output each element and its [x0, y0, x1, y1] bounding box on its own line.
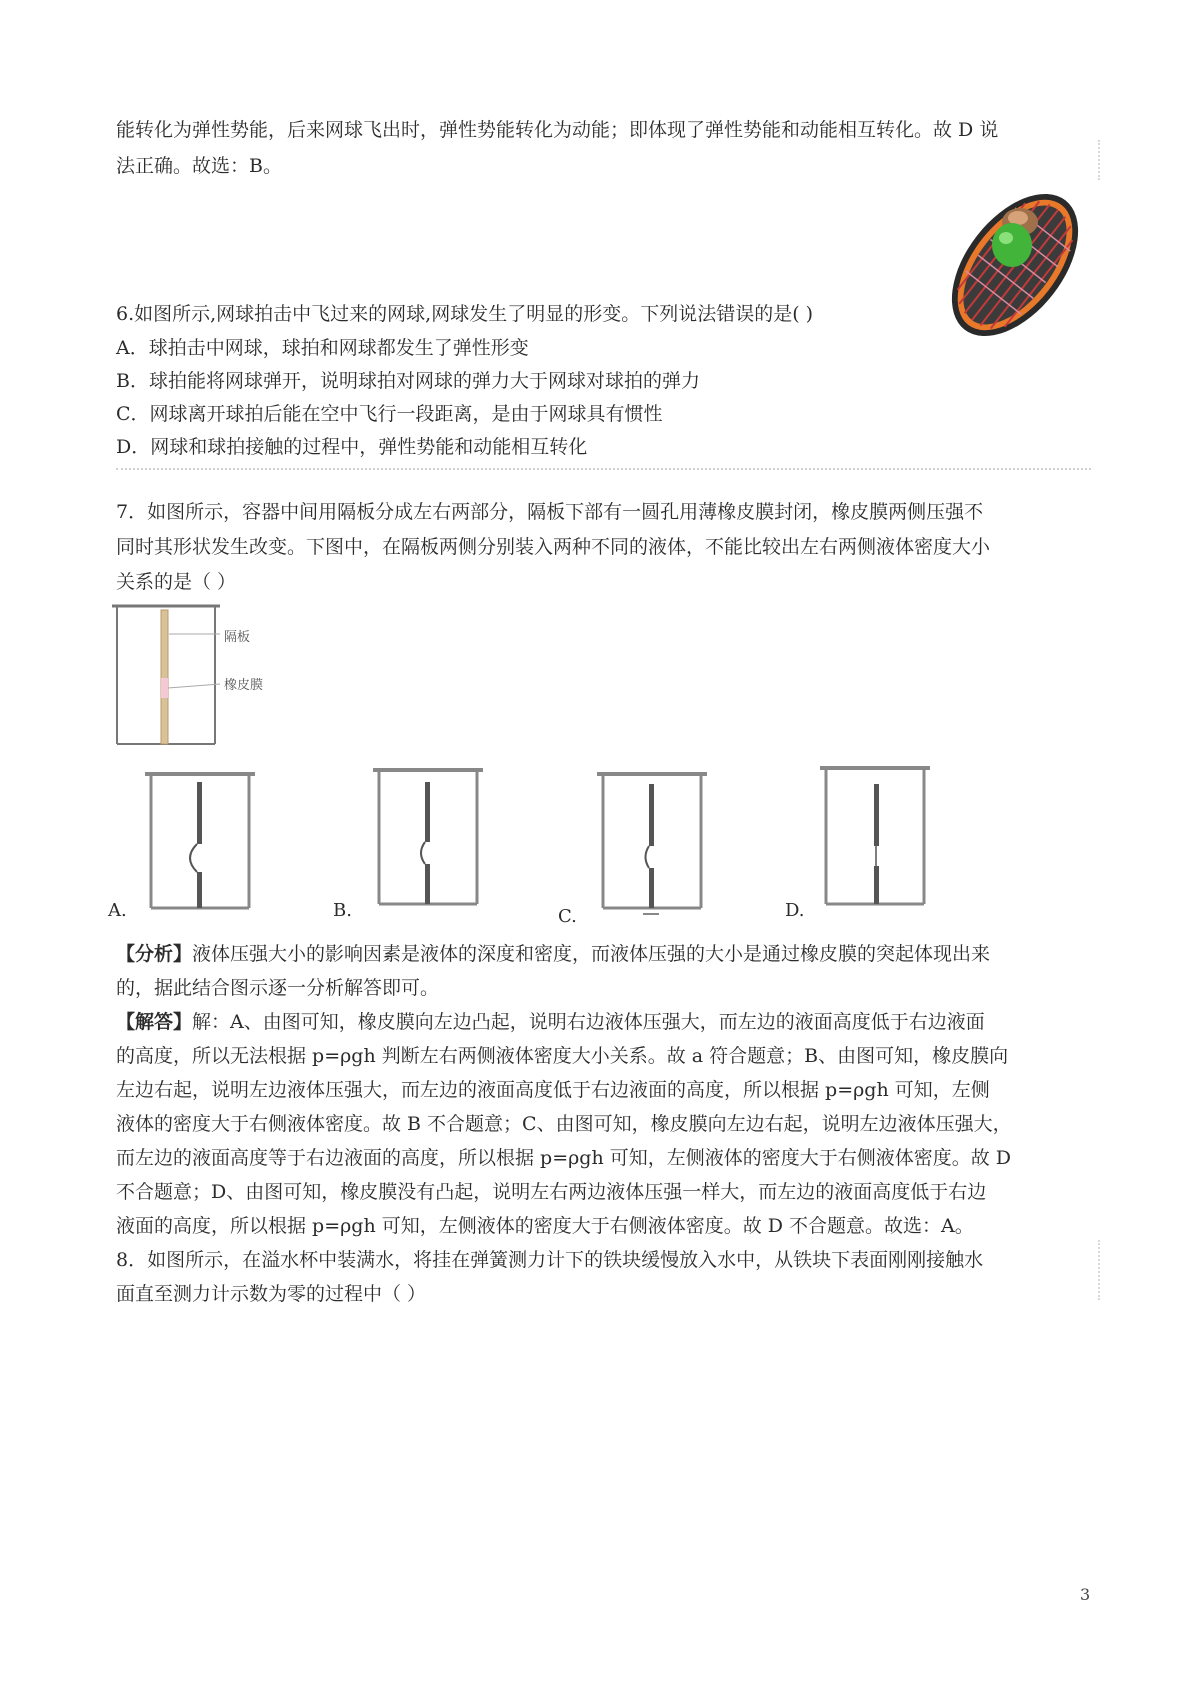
- choice-b-label: B.: [333, 900, 352, 921]
- q7-stem-line-1: 7．如图所示，容器中间用隔板分成左右两部分，隔板下部有一圆孔用薄橡皮膜封闭，橡皮膜两侧压强不: [116, 501, 984, 523]
- container-diagram: [112, 604, 292, 750]
- choice-d-diagram: [820, 766, 930, 908]
- solution-line-5: 而左边的液面高度等于右边液面的高度，所以根据 p=ρgh 可知，左侧液体的密度大于右侧液体密度。故 D: [116, 1147, 1012, 1169]
- q8-stem-line-1: 8．如图所示，在溢水杯中装满水，将挂在弹簧测力计下的铁块缓慢放入水中，从铁块下表面刚刚接触水: [116, 1249, 984, 1271]
- solution-line-6: 不合题意；D、由图可知，橡皮膜没有凸起，说明左右两边液体压强一样大，而左边的液面高度低于右边: [116, 1181, 987, 1203]
- analysis-line-2: 的，据此结合图示逐一分析解答即可。: [116, 977, 440, 999]
- analysis-text: 液体压强大小的影响因素是液体的深度和密度，而液体压强的大小是通过橡皮膜的突起体现出来: [192, 943, 991, 965]
- q8-stem-line-2: 面直至测力计示数为零的过程中（ ）: [116, 1283, 427, 1305]
- q6-option-c: C．网球离开球拍后能在空中飞行一段距离，是由于网球具有惯性: [116, 403, 663, 425]
- solution-line-3: 左边右起，说明左边液体压强大，而左边的液面高度低于右边液面的高度，所以根据 p=ρgh 可知，左侧: [116, 1079, 990, 1101]
- solution-line-4: 液体的密度大于右侧液体密度。故 B 不合题意；C、由图可知，橡皮膜向左边右起，说明左边液体压强大，: [116, 1113, 1012, 1135]
- margin-dots: [1098, 1240, 1100, 1300]
- q6-option-b: B．球拍能将网球弹开，说明球拍对网球的弹力大于网球对球拍的弹力: [116, 370, 700, 392]
- choice-a-diagram: [145, 772, 255, 912]
- choice-d-label: D.: [785, 900, 805, 921]
- q6-option-d: D．网球和球拍接触的过程中，弹性势能和动能相互转化: [116, 436, 588, 458]
- label-membrane: 橡皮膜: [224, 678, 264, 693]
- solution-line-7: 液面的高度，所以根据 p=ρgh 可知，左侧液体的密度大于右侧液体密度。故 D 不合题意。故选：A。: [116, 1215, 974, 1237]
- divider: [116, 468, 1091, 470]
- tennis-racket-image: [930, 180, 1100, 350]
- solution-line-1: [116, 1010, 985, 1034]
- solution-tag: 【解答】: [116, 1011, 193, 1033]
- q5-tail-line-1: 能转化为弹性势能，后来网球飞出时，弹性势能转化为动能；即体现了弹性势能和动能相互转化。故 D 说: [116, 119, 999, 141]
- choice-a-label: A.: [108, 900, 127, 921]
- analysis-line-1: [116, 942, 990, 966]
- solution-line-2: 的高度，所以无法根据 p=ρgh 判断左右两侧液体密度大小关系。故 a 符合题意；B、由图可知，橡皮膜向: [116, 1045, 1009, 1067]
- q6-option-a: A．球拍击中网球，球拍和网球都发生了弹性形变: [116, 337, 529, 359]
- q7-stem-line-3: 关系的是（ ）: [116, 571, 237, 593]
- margin-dots: [1098, 140, 1100, 180]
- analysis-tag: 【分析】: [116, 943, 193, 965]
- choice-c-diagram: [597, 772, 707, 916]
- label-partition: 隔板: [224, 630, 251, 645]
- choice-b-diagram: [373, 768, 483, 908]
- q5-tail-line-2: 法正确。故选：B。: [116, 155, 282, 177]
- solution-text: 解：A、由图可知，橡皮膜向左边凸起，说明右边液体压强大，而左边的液面高度低于右边液面: [192, 1011, 985, 1033]
- choice-c-label: C.: [558, 906, 577, 927]
- page-number: 3: [1080, 1585, 1091, 1604]
- q6-stem: 6.如图所示,网球拍击中飞过来的网球,网球发生了明显的形变。下列说法错误的是( ): [116, 303, 814, 325]
- q7-stem-line-2: 同时其形状发生改变。下图中，在隔板两侧分别装入两种不同的液体，不能比较出左右两侧液体密度大小: [116, 536, 991, 558]
